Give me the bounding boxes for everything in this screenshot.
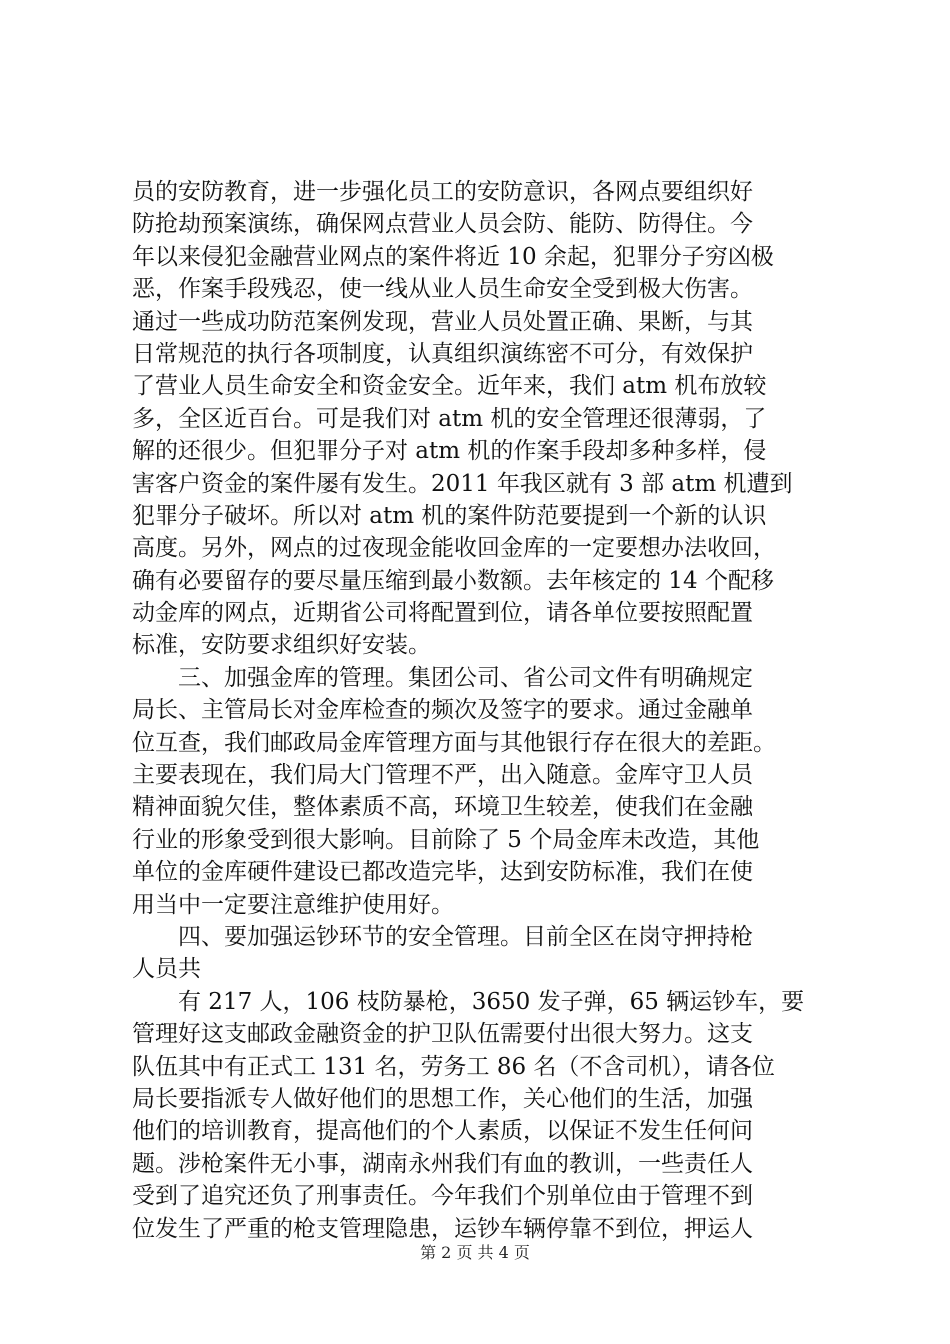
text-line: 题。涉枪案件无小事，湖南永州我们有血的教训，一些责任人 (132, 1150, 753, 1177)
text-line: 年以来侵犯金融营业网点的案件将近 10 余起，犯罪分子穷凶极 (132, 243, 774, 270)
text-line: 员的安防教育，进一步强化员工的安防意识，各网点要组织好 (132, 179, 753, 205)
text-line: 他们的培训教育，提高他们的个人素质，以保证不发生任何问 (132, 1118, 753, 1145)
text-line: 位互查，我们邮政局金库管理方面与其他银行存在很大的差距。 (132, 729, 776, 756)
text-line: 标准，安防要求组织好安装。 (132, 632, 431, 659)
text-line: 多，全区近百台。可是我们对 atm 机的安全管理还很薄弱，了 (132, 405, 767, 432)
text-line: 局长、主管局长对金库检查的频次及签字的要求。通过金融单 (132, 697, 753, 724)
text-line: 队伍其中有正式工 131 名，劳务工 86 名（不含司机），请各位 (132, 1053, 775, 1080)
text-line: 受到了追究还负了刑事责任。今年我们个别单位由于管理不到 (132, 1183, 753, 1210)
text-line: 害客户资金的案件屡有发生。2011 年我区就有 3 部 atm 机遭到 (132, 470, 793, 497)
text-line: 局长要指派专人做好他们的思想工作，关心他们的生活，加强 (132, 1085, 753, 1112)
text-line: 用当中一定要注意维护使用好。 (132, 891, 454, 918)
text-line: 确有必要留存的要尽量压缩到最小数额。去年核定的 14 个配移 (132, 567, 774, 594)
text-line: 人员共 (132, 956, 201, 983)
text-line: 解的还很少。但犯罪分子对 atm 机的作案手段却多种多样，侵 (132, 438, 767, 465)
text-line: 了营业人员生命安全和资金安全。近年来，我们 atm 机布放较 (132, 373, 767, 400)
text-line: 防抢劫预案演练，确保网点营业人员会防、能防、防得住。今 (132, 211, 753, 238)
text-line: 单位的金库硬件建设已都改造完毕，达到安防标准，我们在使 (132, 859, 753, 886)
text-line: 四、要加强运钞环节的安全管理。目前全区在岗守押持枪 (178, 923, 753, 950)
text-line: 恶，作案手段残忍，使一线从业人员生命安全受到极大伤害。 (132, 276, 753, 303)
text-line: 有 217 人，106 枝防暴枪，3650 发子弹，65 辆运钞车，要 (178, 988, 805, 1015)
text-line: 管理好这支邮政金融资金的护卫队伍需要付出很大努力。这支 (132, 1021, 753, 1048)
text-line: 通过一些成功防范案例发现，营业人员处置正确、果断，与其 (132, 308, 753, 335)
text-line: 精神面貌欠佳，整体素质不高，环境卫生较差，使我们在金融 (132, 794, 753, 821)
document-body (132, 176, 832, 1245)
page-footer: 第 2 页 共 4 页 (420, 1243, 530, 1262)
text-line: 行业的形象受到很大影响。目前除了 5 个局金库未改造，其他 (132, 826, 760, 853)
text-line: 位发生了严重的枪支管理隐患，运钞车辆停靠不到位，押运人 (132, 1215, 753, 1242)
text-line: 主要表现在，我们局大门管理不严，出入随意。金库守卫人员 (132, 762, 753, 789)
text-line: 日常规范的执行各项制度，认真组织演练密不可分，有效保护 (132, 340, 753, 367)
text-line: 三、加强金库的管理。集团公司、省公司文件有明确规定 (178, 664, 753, 691)
text-line: 犯罪分子破坏。所以对 atm 机的案件防范要提到一个新的认识 (132, 502, 767, 529)
text-line: 高度。另外，网点的过夜现金能收回金库的一定要想办法收回， (132, 535, 776, 562)
text-line: 动金库的网点，近期省公司将配置到位，请各单位要按照配置 (132, 600, 753, 627)
